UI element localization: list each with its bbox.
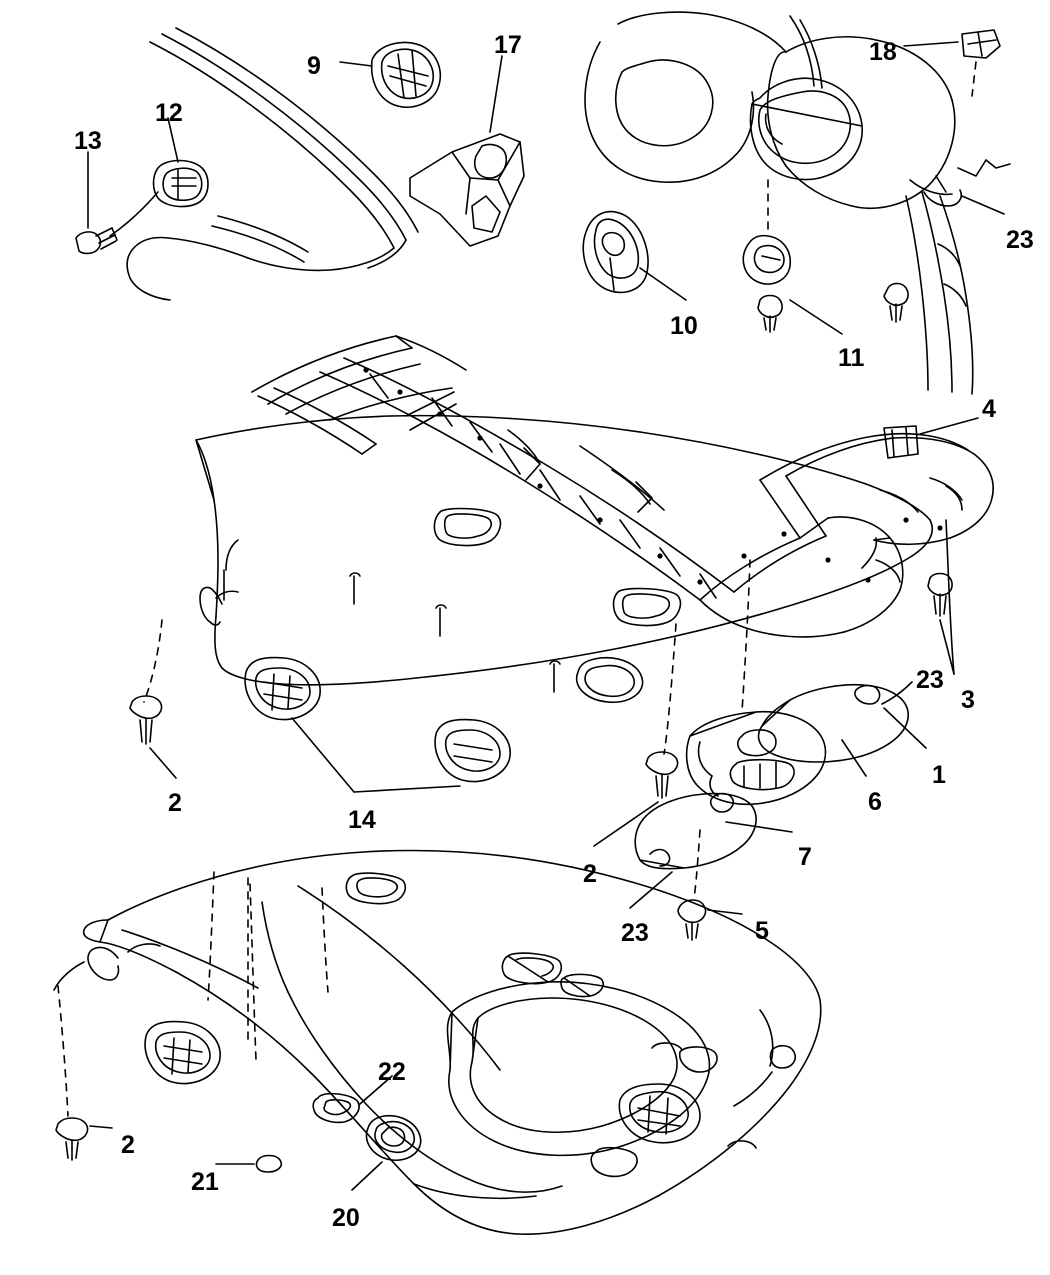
callout-7: 7: [798, 843, 812, 871]
leader-17: [490, 56, 502, 132]
callout-11: 11: [838, 344, 865, 372]
leader-18-dash: [972, 62, 976, 96]
callout-12: 12: [155, 99, 183, 127]
callout-2-lower-left: 2: [121, 1131, 135, 1159]
part-2a-fastener: [130, 696, 162, 744]
front-pillar-outline: [127, 28, 418, 300]
leader-2b: [594, 802, 658, 846]
leader-10: [640, 268, 686, 300]
callout-23-console-upper: 23: [916, 666, 944, 694]
part-21-plug: [256, 1156, 281, 1173]
callout-6: 6: [868, 788, 882, 816]
callout-23-console-lower: 23: [621, 919, 649, 947]
leader-13b: [110, 192, 158, 236]
leader-7: [726, 822, 792, 832]
dash-2c: [58, 986, 68, 1116]
leader-6: [842, 740, 866, 776]
leader-4: [920, 418, 978, 434]
overhead-console-assembly: [635, 685, 908, 869]
callout-3: 3: [961, 686, 975, 714]
upper-headliner-panel: [196, 416, 932, 782]
leader-9: [340, 62, 372, 66]
roof-frame-dots: [363, 367, 942, 584]
dash-21c: [250, 884, 256, 1060]
part-11-screw: [758, 296, 782, 333]
part-11-grommet: [743, 236, 790, 284]
leader-11: [790, 300, 842, 334]
leader-2a-dash: [144, 620, 162, 702]
callout-1: 1: [932, 761, 946, 789]
leader-14b: [354, 786, 460, 792]
part-10-clip: [583, 212, 648, 293]
leader-23-top: [962, 196, 1004, 214]
callout-5: 5: [755, 917, 769, 945]
callout-21: 21: [191, 1168, 219, 1196]
part-12-retainer: [154, 161, 209, 207]
part-23-screw-pillar: [884, 284, 908, 323]
part-18-clip: [962, 30, 1000, 58]
part-2b-fastener: [646, 752, 678, 798]
part-17-bracket: [410, 134, 524, 246]
callout-22: 22: [378, 1058, 406, 1086]
part-4-rail: [884, 426, 918, 458]
top-right-roof-panel: [585, 12, 1010, 208]
callout-23-top-right: 23: [1006, 226, 1034, 254]
right-pillar-trim: [906, 192, 973, 394]
leader-14: [292, 718, 354, 792]
leader-5-dash: [694, 830, 700, 898]
leader-23b: [882, 682, 912, 704]
roof-structure-frame: [252, 336, 993, 637]
leader-23c: [630, 872, 672, 908]
callout-4: 4: [982, 395, 996, 423]
callout-18: 18: [869, 38, 897, 66]
callout-10: 10: [670, 312, 698, 340]
callout-13: 13: [74, 127, 102, 155]
part-13-screw: [76, 228, 117, 253]
leader-2a: [150, 748, 176, 778]
leader-2c: [90, 1126, 112, 1128]
callout-2-upper-left: 2: [168, 789, 182, 817]
leader-20: [352, 1162, 382, 1190]
callout-14: 14: [348, 806, 376, 834]
callout-20: 20: [332, 1204, 360, 1232]
callout-17: 17: [494, 31, 522, 59]
dash-21a: [208, 872, 214, 1000]
callout-9: 9: [307, 52, 321, 80]
callout-2-upper-right: 2: [583, 860, 597, 888]
part-2c-fastener: [56, 1118, 88, 1160]
leader-2b-dash: [664, 624, 676, 754]
leader-18: [904, 42, 958, 46]
part-9-lamp: [372, 42, 441, 107]
